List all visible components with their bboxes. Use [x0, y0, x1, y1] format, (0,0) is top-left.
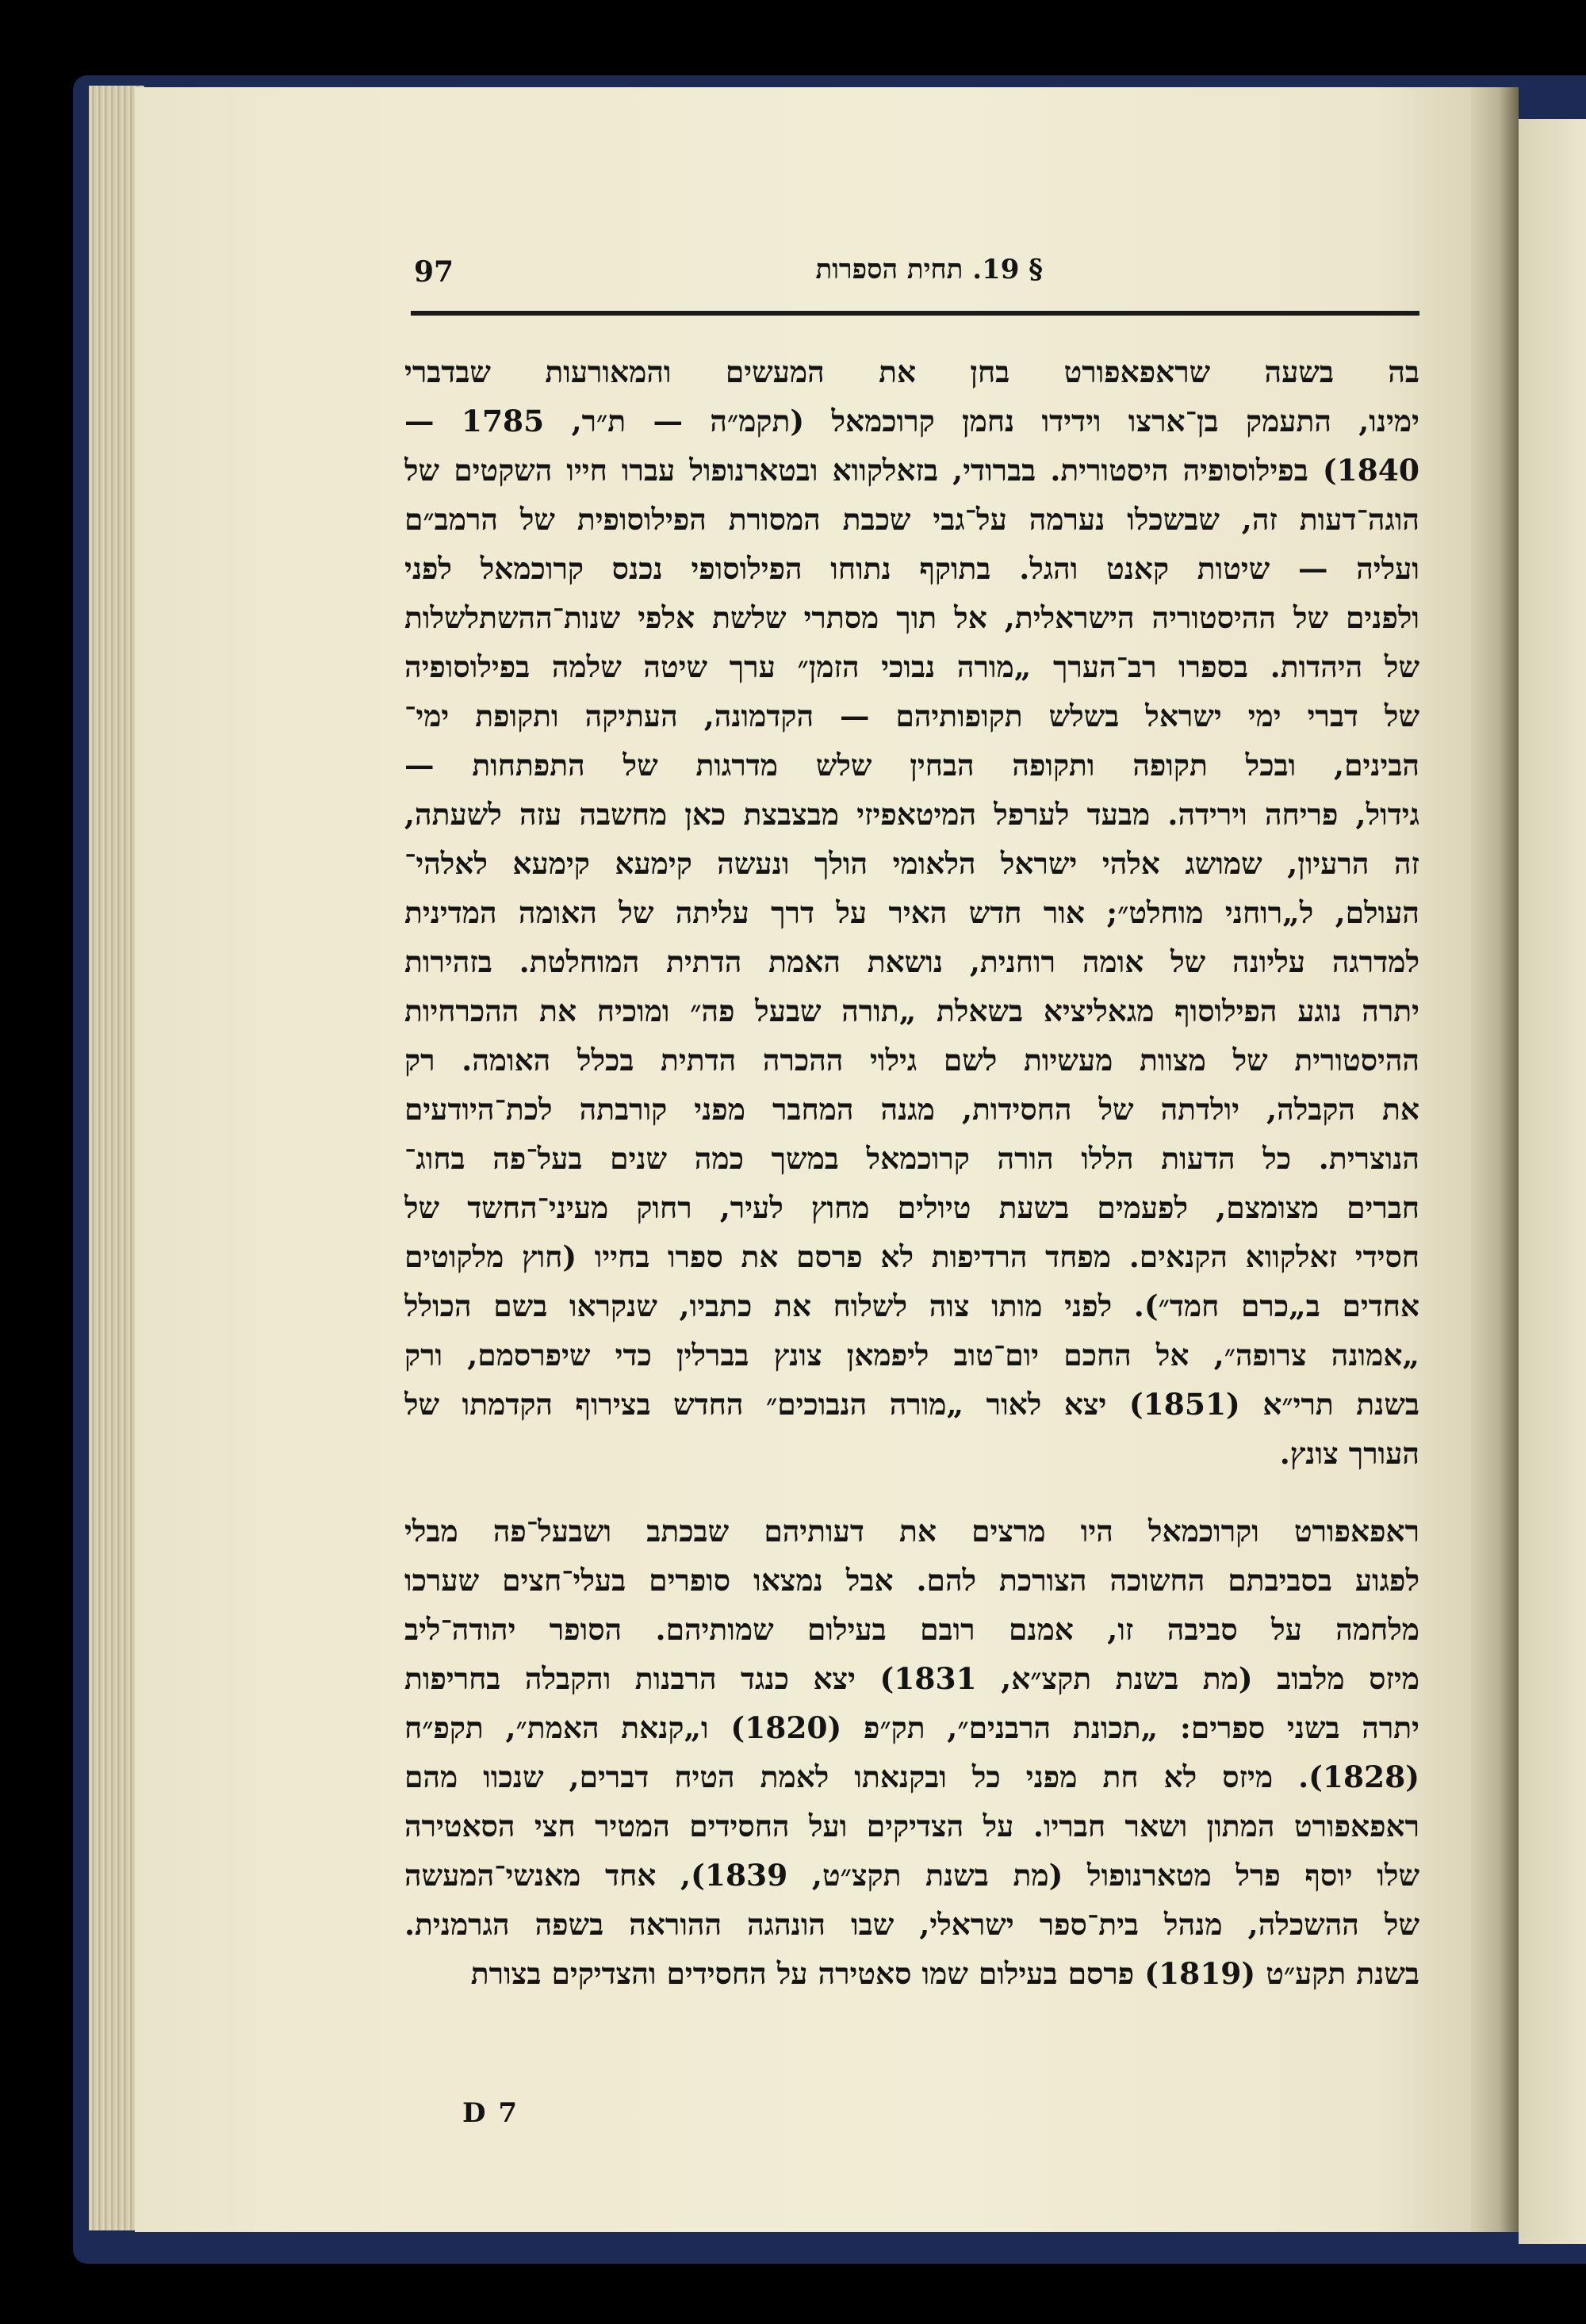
text-line: של דברי ימי ישראל בשלש תקופותיהם — הקדמונה, העתיקה ותקופת ימי־	[404, 699, 1419, 733]
facing-page-edge	[1519, 119, 1586, 2244]
page-gutter	[1471, 87, 1519, 2232]
text-line: ולפנים של ההיסטוריה הישראלית, אל תוך מסתרי שלשת אלפי שנות־ההשתלשלות	[404, 600, 1419, 635]
text-line: לפגוע בסביבתם החשוכה הצורכת להם. אבל נמצאו סופרים בעלי־חצים שערכו	[404, 1563, 1419, 1598]
text-line: הוגה־דעות זה, שבשכלו נערמה על־גבי שכבת המסורת הפילוסופית של הרמב״ם	[404, 502, 1419, 537]
text-line: של היהדות. בספרו רב־הערך „מורה נבוכי הזמן״ ערך שיטה שלמה בפילוסופיה	[404, 649, 1419, 684]
body-text	[404, 347, 1419, 1998]
text-line: למדרגה עליונה של אומה רוחנית, נושאת האמת הדתית המוחלטת. בזהירות	[404, 944, 1419, 979]
text-line: בה בשעה שראפאפורט בחן את המעשים והמאורעות שבדברי	[404, 354, 1419, 389]
text-line: ההיסטורית של מצוות מעשיות לשם גילוי ההכרה הדתית בכלל האומה. רק	[404, 1043, 1419, 1078]
running-head: § 19. תחית הספרות	[815, 254, 1043, 285]
text-line: ימינו, התעמק בן־ארצו וידידו נחמן קרוכמאל (תקמ״ה — ת״ר, 1785 —	[404, 404, 1419, 438]
text-line: גידול, פריחה וירידה. מבעד לערפל המיטאפיזי מבצבצת כאן מחשבה עזה לשעתה,	[404, 797, 1419, 832]
text-line: ועליה — שיטות קאנט והגל. בתוקף נתוחו הפילוסופי נכנס קרוכמאל לפני	[404, 551, 1419, 586]
paragraph-1	[404, 347, 1419, 1478]
text-line: העולם, ל„רוחני מוחלט״; אור חדש האיר על דרך עליתה של האומה המדינית	[404, 895, 1419, 930]
text-line: יתרה בשני ספרים: „תכונת הרבנים״, תק״פ (1820) ו„קנאת האמת״, תקפ״ח	[404, 1710, 1419, 1745]
text-line: חברים מצומצם, לפעמים בשעת טיולים מחוץ לעיר, רחוק מעיני־החשד של	[404, 1190, 1419, 1225]
header-rule	[411, 311, 1419, 316]
text-line: בשנת תרי״א (1851) יצא לאור „מורה הנבוכים״ החדש בצירוף הקדמתו של	[404, 1387, 1419, 1422]
text-line: בשנת תקע״ט (1819) פרסם בעילום שמו סאטירה על החסידים והצדיקים בצורת	[470, 1956, 1419, 1991]
text-line: „אמונה צרופה״, אל החכם יום־טוב ליפמאן צונץ בברלין כדי שיפרסמם, ורק	[404, 1338, 1419, 1373]
text-line: (1828). מיזס לא חת מפני כל ובקנאתו לאמת הטיח דברים, שנכוו מהם	[404, 1759, 1419, 1794]
text-line: אחדים ב„כרם חמד״). לפני מותו צוה לשלוח את כתביו, שנקראו בשם הכולל	[404, 1288, 1419, 1323]
text-line: 1840) בפילוסופיה היסטורית. בברודי, בזאלקווא ובטארנופול עברו חייו השקטים של	[404, 453, 1419, 488]
printer-signature: D 7	[462, 2097, 519, 2129]
paragraph-2	[404, 1507, 1419, 1998]
page-number: 97	[414, 255, 454, 289]
text-line: העורך צונץ.	[1279, 1436, 1419, 1471]
text-line: חסידי זאלקווא הקנאים. מפחד הרדיפות לא פרסם את ספרו בחייו (חוץ מלקוטים	[404, 1239, 1419, 1274]
text-line: הבינים, ובכל תקופה ותקופה הבחין שלש מדרגות של התפתחות —	[404, 748, 1419, 783]
text-line: של ההשכלה, מנהל בית־ספר ישראלי, שבו הונהגה ההוראה בשפה הגרמנית.	[404, 1907, 1419, 1942]
text-line: שלו יוסף פרל מטארנופול (מת בשנת תקצ״ט, 1839), אחד מאנשי־המעשה	[404, 1858, 1419, 1893]
text-line: זה הרעיון, שמושג אלהי ישראל הלאומי הולך ונעשה קימעא קימעא לאלהי־	[404, 846, 1419, 881]
text-line: מלחמה על סביבה זו, אמנם רובם בעילום שמותיהם. הסופר יהודה־ליב	[404, 1612, 1419, 1647]
text-line: ראפאפורט המתון ושאר חבריו. על הצדיקים ועל החסידים המטיר חצי הסאטירה	[404, 1809, 1419, 1844]
text-line: הנוצרית. כל הדעות הללו הורה קרוכמאל במשך כמה שנים בעל־פה בחוג־	[404, 1141, 1419, 1176]
paragraph-gap	[404, 1478, 1419, 1507]
text-line: יתרה נוגע הפילוסוף מגאליציא בשאלת „תורה שבעל פה״ ומוכיח את ההכרחיות	[404, 994, 1419, 1028]
text-line: ראפאפורט וקרוכמאל היו מרצים את דעותיהם שבכתב ושבעל־פה מבלי	[404, 1514, 1419, 1549]
text-line: מיזס מלבוב (מת בשנת תקצ״א, 1831) יצא כנגד הרבנות והקבלה בחריפות	[404, 1661, 1419, 1696]
text-line: את הקבלה, יולדתה של החסידות, מגנה המחבר מפני קורבתה לכת־היודעים	[404, 1092, 1419, 1127]
